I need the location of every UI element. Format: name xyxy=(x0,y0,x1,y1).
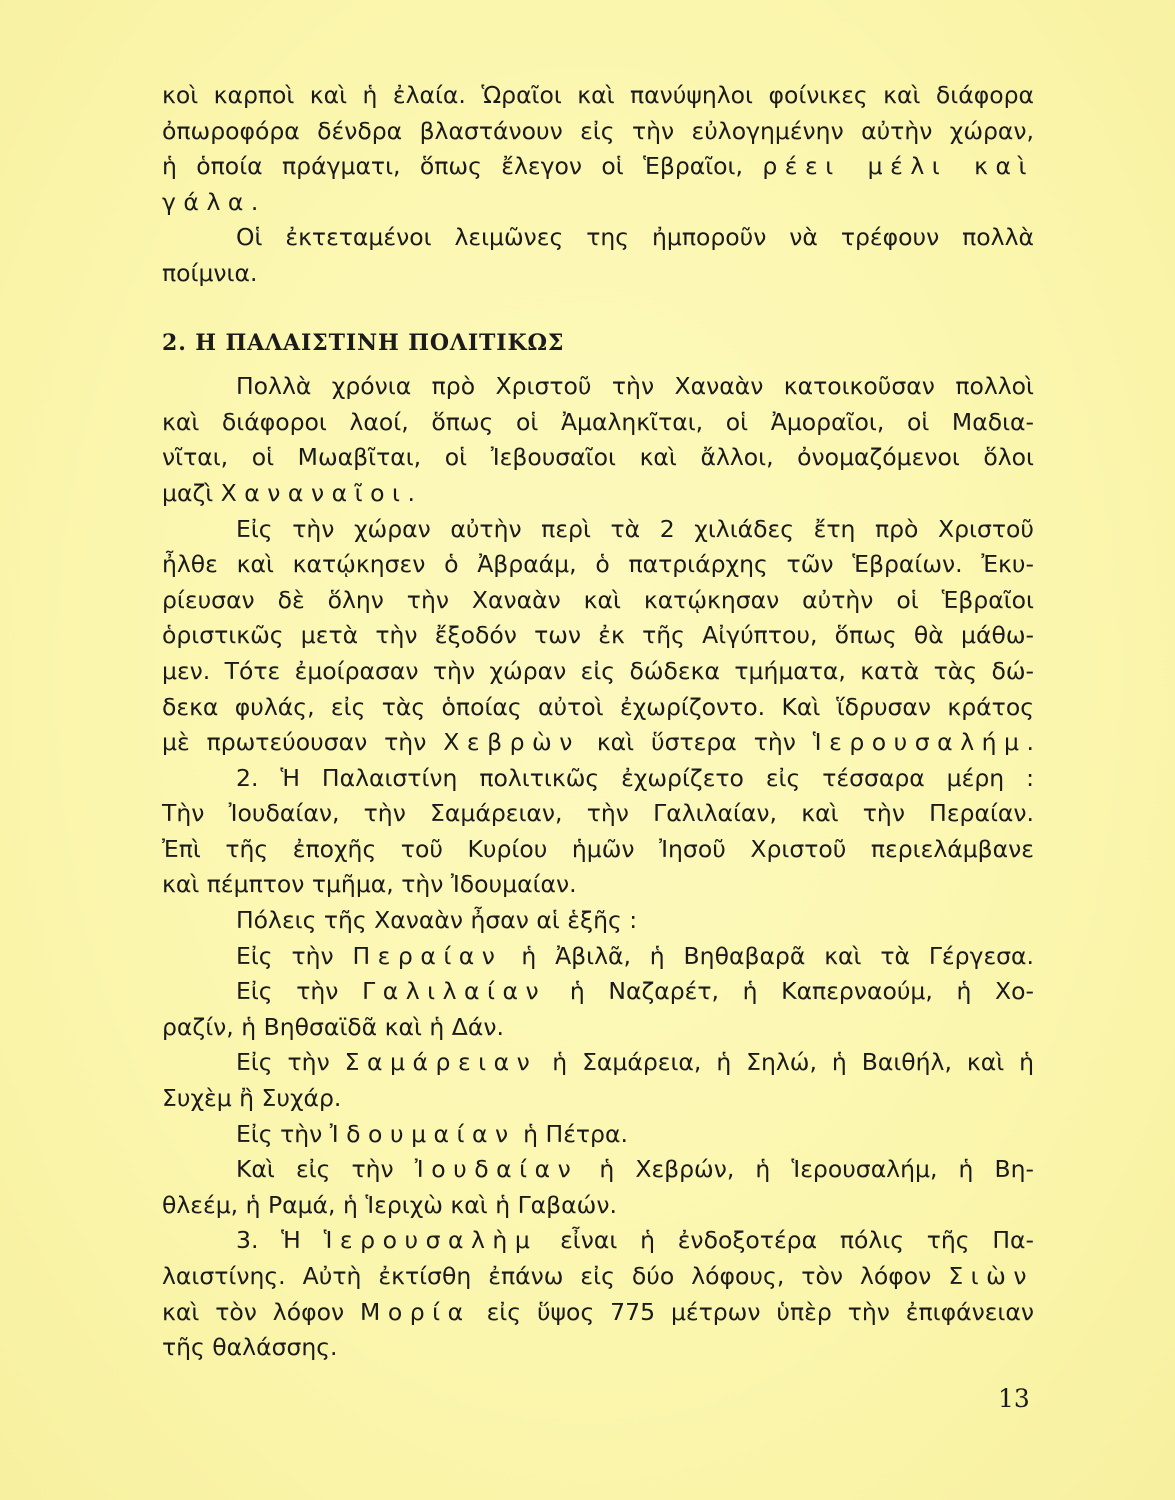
text-line: ὀπωροφόρα δένδρα βλαστάνουν εἰς τὴν εὐλογημένην αὐτὴν χώραν, xyxy=(162,116,1034,145)
text-line: τῆς θαλάσσης. xyxy=(162,1333,338,1362)
page-number: 13 xyxy=(998,1384,1030,1413)
text-line: νῖται, οἱ Μωαβῖται, οἱ Ἰεβουσαῖοι καὶ ἄλλοι, ὀνομαζόμενοι ὅλοι xyxy=(162,443,1034,472)
text-line: ραζίν, ἡ Βηθσαϊδᾶ καὶ ἡ Δάν. xyxy=(162,1012,504,1041)
text-line: καὶ πέμπτον τμῆμα, τὴν Ἰδουμαίαν. xyxy=(162,870,577,899)
text-line: γάλα. xyxy=(162,187,259,216)
text-line: ὁριστικῶς μετὰ τὴν ἔξοδόν των ἐκ τῆς Αἰγύπτου, ὅπως θὰ μάθω- xyxy=(162,621,1034,650)
text-line: Πόλεις τῆς Χαναὰν ἦσαν αἱ ἑξῆς : xyxy=(236,906,638,935)
text-line: μεν. Τότε ἐμοίρασαν τὴν χώραν εἰς δώδεκα τμήματα, κατὰ τὰς δώ- xyxy=(162,656,1034,685)
text-line: καὶ τὸν λόφον Μορία εἰς ὕψος 775 μέτρων ὑπὲρ τὴν ἐπιφάνειαν xyxy=(162,1297,1034,1326)
text-line: Εἰς τὴν Περαίαν ἡ Ἀβιλᾶ, ἡ Βηθαβαρᾶ καὶ τὰ Γέργεσα. xyxy=(236,941,1035,970)
page-text xyxy=(162,78,1034,1366)
text-line: καὶ διάφοροι λαοί, ὅπως οἱ Ἀμαληκῖται, οἱ Ἀμοραῖοι, οἱ Μαδια- xyxy=(162,407,1034,436)
text-line: Ἐπὶ τῆς ἐποχῆς τοῦ Κυρίου ἡμῶν Ἰησοῦ Χριστοῦ περιελάμβανε xyxy=(162,834,1034,863)
text-line: Εἰς τὴν χώραν αὐτὴν περὶ τὰ 2 χιλιάδες ἔτη πρὸ Χριστοῦ xyxy=(236,514,1034,543)
text-line: Πολλὰ χρόνια πρὸ Χριστοῦ τὴν Χαναὰν κατοικοῦσαν πολλοὶ xyxy=(236,372,1034,401)
text-line: Εἰς τὴν Γαλιλαίαν ἡ Ναζαρέτ, ἡ Καπερναούμ, ἡ Χο- xyxy=(236,977,1034,1006)
text-line: Οἱ ἐκτεταμένοι λειμῶνες της ἠμποροῦν νὰ τρέφουν πολλὰ xyxy=(236,223,1034,252)
text-line: 3. Ἡ Ἱερουσαλὴμ εἶναι ἡ ἐνδοξοτέρα πόλις τῆς Πα- xyxy=(236,1226,1035,1255)
text-line: μὲ πρωτεύουσαν τὴν Χεβρὼν καὶ ὕστερα τὴν Ἱερουσαλήμ. xyxy=(162,728,1034,757)
text-line: λαιστίνης. Αὐτὴ ἐκτίσθη ἐπάνω εἰς δύο λόφους, τὸν λόφον Σιὼν xyxy=(162,1262,1034,1290)
text-line: δεκα φυλάς, εἰς τὰς ὁποίας αὐτοὶ ἐχωρίζοντο. Καὶ ἵδρυσαν κράτος xyxy=(162,692,1034,721)
section-heading: 2. Η ΠΑΛΑΙΣΤΙΝΗ ΠΟΛΙΤΙΚΩΣ xyxy=(162,329,565,356)
text-line: ποίμνια. xyxy=(162,258,258,287)
text-line: ρίευσαν δὲ ὅλην τὴν Χαναὰν καὶ κατῴκησαν αὐτὴν οἱ Ἑβραῖοι xyxy=(162,585,1034,614)
text-line: 2. Ἡ Παλαιστίνη πολιτικῶς ἐχωρίζετο εἰς τέσσαρα μέρη : xyxy=(236,763,1034,792)
text-line: Εἰς τὴν Σαμάρειαν ἡ Σαμάρεια, ἡ Σηλώ, ἡ Βαιθήλ, καὶ ἡ xyxy=(236,1048,1034,1077)
text-line: μαζὶ Χαναναῖοι. xyxy=(162,478,415,507)
text-line: θλεέμ, ἡ Ραμά, ἡ Ἱεριχὼ καὶ ἡ Γαβαών. xyxy=(162,1190,617,1219)
text-line: Τὴν Ἰουδαίαν, τὴν Σαμάρειαν, τὴν Γαλιλαίαν, καὶ τὴν Περαίαν. xyxy=(162,799,1034,828)
text-line: Καὶ εἰς τὴν Ἰουδαίαν ἡ Χεβρών, ἡ Ἱερουσαλήμ, ἡ Βη- xyxy=(236,1155,1034,1184)
text-line: ἦλθε καὶ κατῴκησεν ὁ Ἀβραάμ, ὁ πατριάρχης τῶν Ἑβραίων. Ἐκυ- xyxy=(162,550,1034,579)
text-line: ἡ ὁποία πράγματι, ὅπως ἔλεγον οἱ Ἑβραῖοι, ρέει μέλι καὶ xyxy=(162,152,1034,181)
text-line: Συχὲμ ἢ Συχάρ. xyxy=(162,1084,342,1113)
text-line: κοὶ καρποὶ καὶ ἡ ἐλαία. Ὡραῖοι καὶ πανύψηλοι φοίνικες καὶ διάφορα xyxy=(162,81,1034,109)
text-line: Εἰς τὴν Ἰδουμαίαν ἡ Πέτρα. xyxy=(236,1119,628,1148)
